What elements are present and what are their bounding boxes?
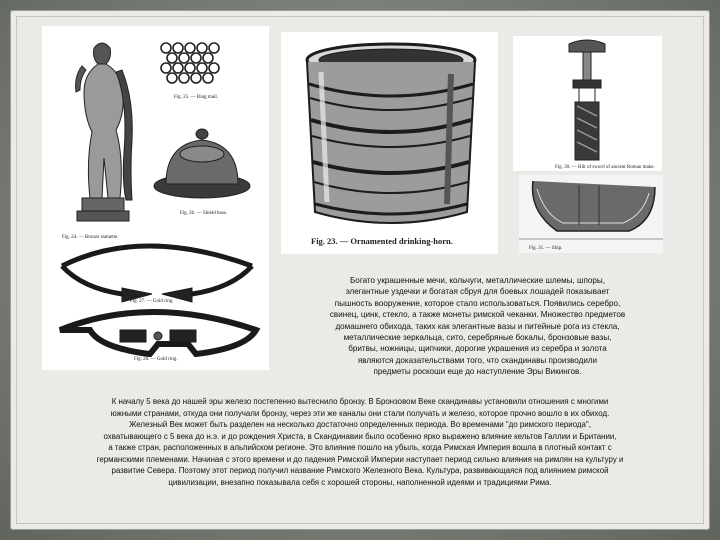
sword-hilt-image bbox=[569, 40, 605, 160]
collar-caption: Fig. 27. — Gold ring. bbox=[130, 299, 174, 304]
text-line: развитие Севера. Поэтому этот период получил название Римского Железного Века. Культура, развивающаяся под влиянием римской bbox=[111, 466, 609, 475]
text-line: Богато украшенные мечи, кольчуги, металлические шлемы, шпоры, bbox=[350, 276, 605, 285]
drinking-horn-caption: Fig. 23. — Ornamented drinking-horn. bbox=[311, 236, 453, 246]
ship-caption: Fig. 31. — Ship. bbox=[529, 246, 563, 251]
artifacts-description bbox=[270, 275, 685, 378]
ring-mail-image bbox=[161, 43, 219, 83]
gold-ring-image-2 bbox=[60, 312, 256, 354]
drinking-horn-image bbox=[307, 44, 475, 223]
text-line: К началу 5 века до нашей эры железо постепенно вытеснило бронзу. В Бронзовом Веке скандинавы установили отношения с многими bbox=[111, 397, 609, 406]
iron-age-paragraph bbox=[16, 396, 704, 488]
text-line: элегантные уздечки и богатая сбруя для боевых лошадей показывает bbox=[345, 287, 610, 297]
ship-panel bbox=[519, 175, 663, 253]
text-line: бритвы, ножницы, щипчики, дорогие украшения из серебра и золота bbox=[348, 344, 607, 354]
sword-panel bbox=[513, 36, 662, 171]
collar-gold-caption: Fig. 28. — Gold ring. bbox=[134, 357, 178, 362]
text-line: являются доказательствами того, что скандинавы производили bbox=[357, 355, 598, 365]
text-line: южными странами, откуда они получали бронзу, через эти же каналы они стали получать и железо, которое прочно вошло в их обиход. bbox=[110, 408, 610, 418]
text-line: свинец, цинк, стекло, а также монеты римской чеканки. Множество предметов bbox=[329, 310, 626, 320]
ring-mail-caption: Fig. 25. — Ring mail. bbox=[174, 95, 219, 100]
text-line: охватывающего с 5 века до н.э. и до рождения Христа, в Скандинавии было особенно ярко выражено влияние кельтов Галлии и Британии, bbox=[103, 431, 617, 441]
drinking-horn-panel bbox=[281, 32, 498, 254]
text-line: домашнего обихода, таких как элегантные вазы и питейные рога из стекла, bbox=[335, 321, 620, 331]
text-line: германскими племенами. Начиная с этого времени и до падения Римской Империи наступает период сильно влияния на римлян на культуру и bbox=[96, 454, 624, 464]
text-line: Железный Век может быть разделен на несколько достаточно определенных периода. Во временами "до римского периода", bbox=[129, 420, 591, 429]
sword-caption: Fig. 30. — Hilt of sword of ancient Roman make. bbox=[555, 165, 655, 170]
statuette-caption: Fig. 24. — Bronze statuette. bbox=[62, 235, 119, 240]
text-line: цивилизации, внезапно показывала себя с хорошей стороны, наполненной идеями и традициями Рима. bbox=[168, 477, 552, 487]
bronze-statuette-image bbox=[76, 43, 133, 221]
shield-boss-caption: Fig. 26. — Shield boss. bbox=[180, 211, 228, 216]
text-line: а также стран, расположенных в альпийском регионе. Это влияние пошло на убыль, когда Римская Империя вошла в плотный контакт с bbox=[108, 443, 612, 452]
text-line: металлические зеркальца, сито, серебряные бокалы, бронзовые вазы, bbox=[343, 333, 612, 343]
text-line: предметы роскоши еще до наступление Эры Викингов. bbox=[373, 367, 582, 377]
ship-image bbox=[519, 175, 663, 253]
gold-ring-image-1 bbox=[62, 246, 252, 302]
shield-boss-image bbox=[154, 129, 250, 198]
text-line: пышность вооружение, которое стало использоваться. Появились серебро, bbox=[334, 298, 621, 308]
artifacts-collage-left bbox=[42, 26, 269, 370]
